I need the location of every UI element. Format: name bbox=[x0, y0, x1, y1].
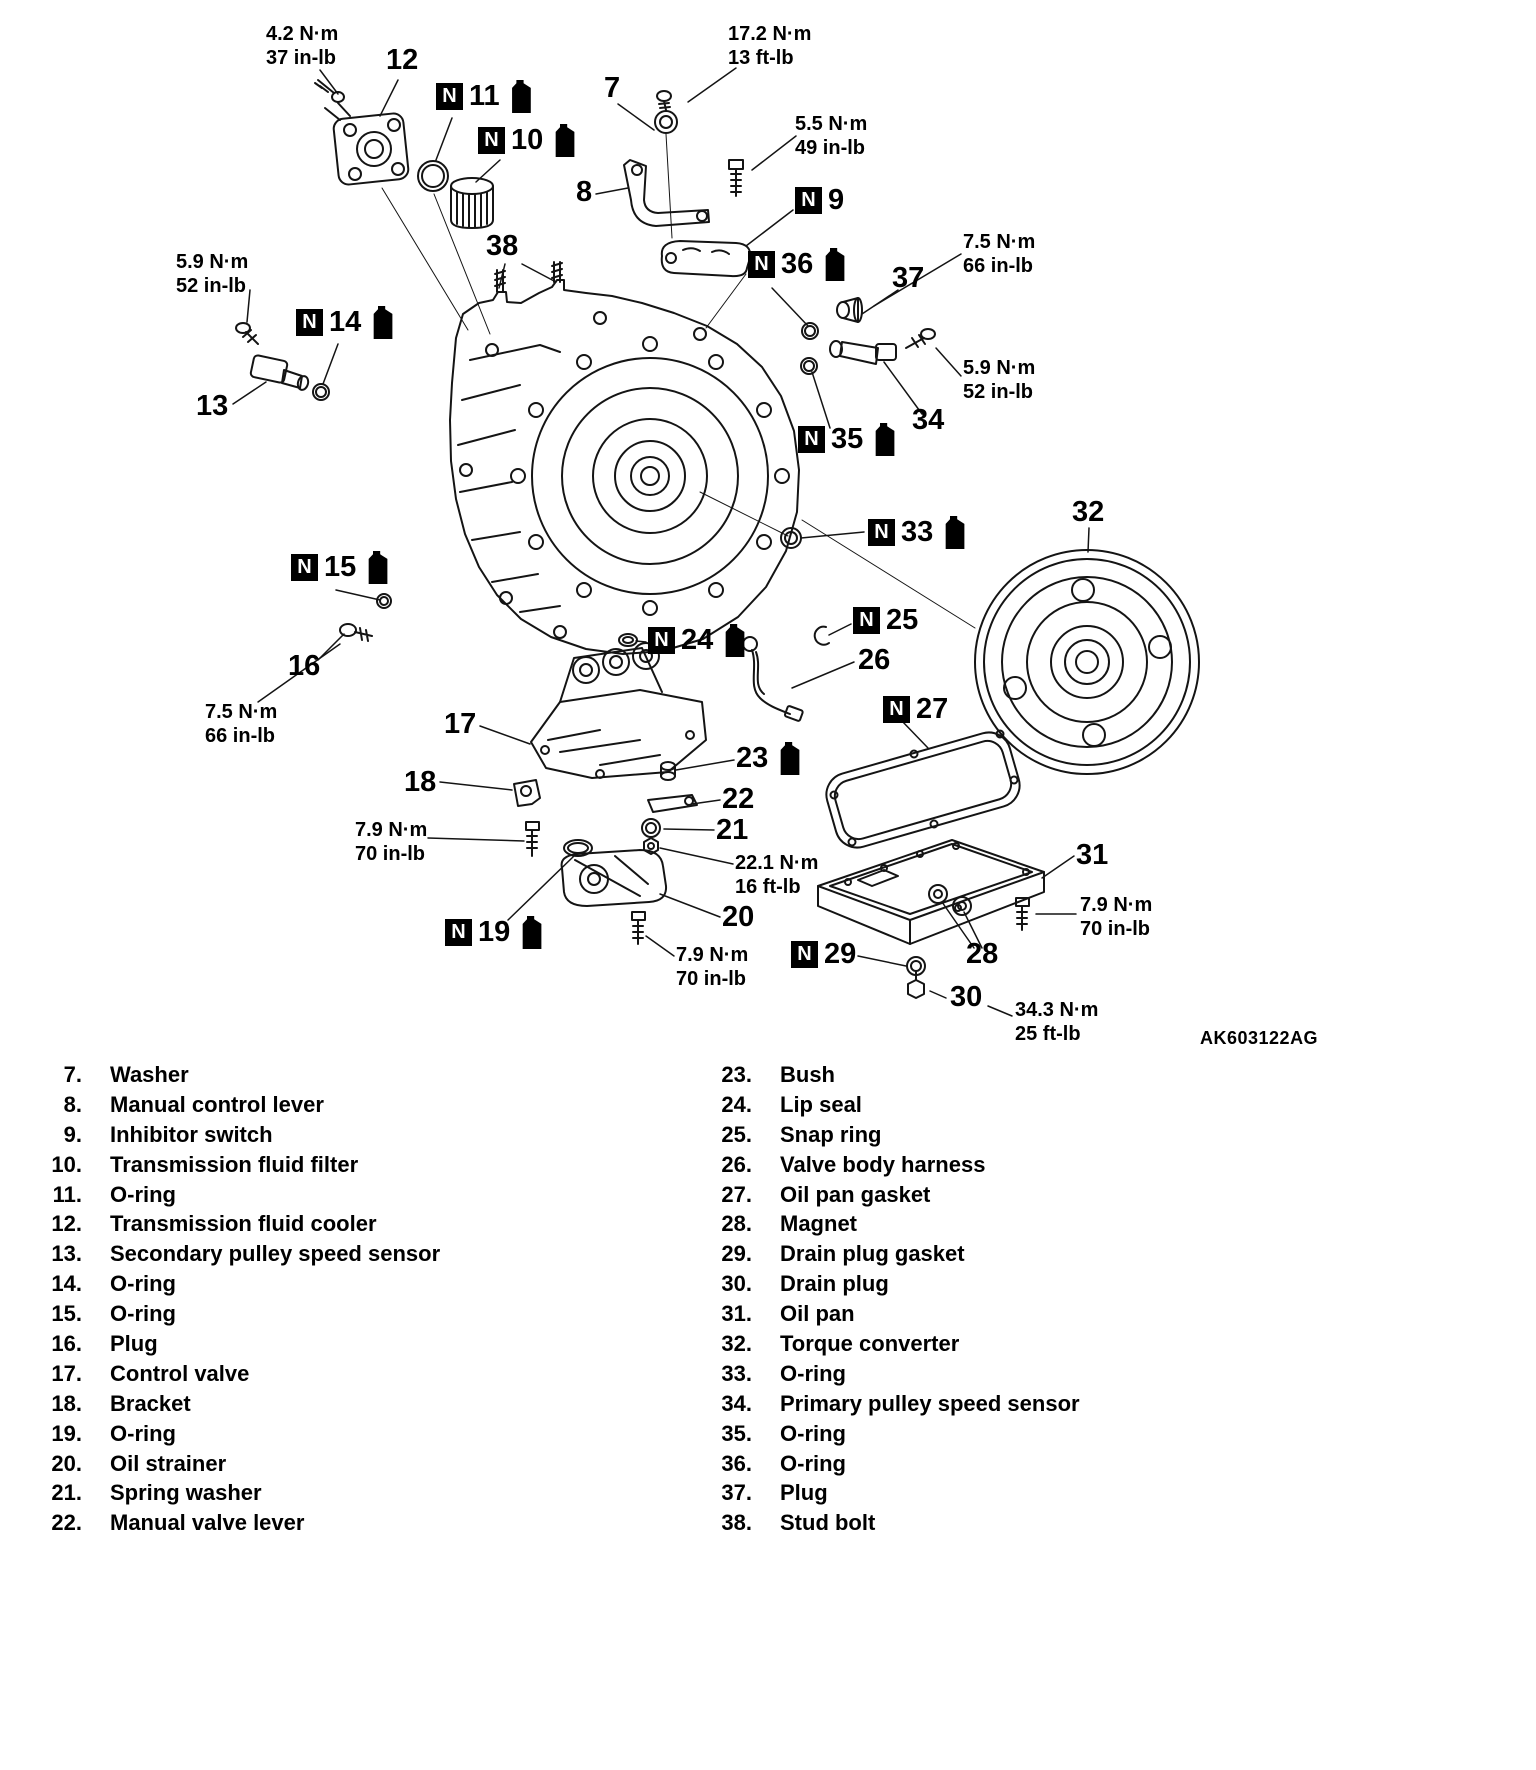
legend-item-number: 14. bbox=[51, 1271, 82, 1297]
legend-item-number: 18. bbox=[51, 1390, 82, 1416]
valve-body-harness bbox=[743, 637, 803, 721]
n-symbol-box: N bbox=[883, 696, 910, 723]
callout-number-11: 11 bbox=[469, 80, 500, 112]
legend-item bbox=[30, 1451, 440, 1481]
torque-nm: 7.5 N·m bbox=[963, 231, 1036, 253]
legend-item bbox=[700, 1361, 1080, 1391]
n-symbol-box: N bbox=[868, 519, 895, 546]
legend-item bbox=[700, 1152, 1080, 1182]
grease-bottle-icon bbox=[778, 742, 802, 775]
torque-nm: 4.2 N·m bbox=[266, 23, 339, 45]
transmission-case bbox=[450, 280, 799, 654]
legend-item bbox=[700, 1451, 1080, 1481]
callout-38: 38 bbox=[486, 230, 519, 262]
callout-number-14: 14 bbox=[329, 306, 362, 338]
legend-item-number: 7. bbox=[63, 1062, 82, 1087]
legend-item-number: 13. bbox=[51, 1241, 82, 1267]
legend-item bbox=[700, 1510, 1080, 1540]
legend-item-number: 25. bbox=[721, 1121, 752, 1147]
drain-plug-30 bbox=[908, 972, 924, 998]
sensor-bolt-left bbox=[236, 323, 258, 344]
legend-item-label: O-ring bbox=[780, 1360, 846, 1386]
legend-item-label: Valve body harness bbox=[780, 1151, 986, 1177]
legend-item bbox=[700, 1241, 1080, 1271]
callout-31: 31 bbox=[1076, 839, 1109, 871]
legend-item bbox=[30, 1361, 440, 1391]
callout-number-25: 25 bbox=[886, 604, 919, 636]
lip-seal-24 bbox=[619, 634, 637, 646]
legend-item bbox=[700, 1092, 1080, 1122]
o-ring-11 bbox=[418, 161, 448, 191]
torque-alt: 70 in-lb bbox=[676, 968, 747, 990]
torque-nm: 34.3 N·m bbox=[1015, 999, 1099, 1021]
legend-column-left bbox=[30, 1062, 440, 1540]
legend-item bbox=[30, 1152, 440, 1182]
o-ring-15 bbox=[377, 594, 391, 608]
callout-number-23: 23 bbox=[736, 742, 769, 774]
legend-item-label: Drain plug bbox=[780, 1271, 889, 1297]
n-symbol-box: N bbox=[853, 607, 880, 634]
legend-item-number: 12. bbox=[51, 1211, 82, 1237]
legend-item bbox=[30, 1331, 440, 1361]
torque-nm: 5.9 N·m bbox=[963, 357, 1036, 379]
callout-26: 26 bbox=[858, 644, 891, 676]
legend-item-number: 29. bbox=[721, 1241, 752, 1267]
callout-34: 34 bbox=[912, 404, 945, 436]
legend-item bbox=[700, 1331, 1080, 1361]
n-mark-15 bbox=[291, 551, 390, 584]
washer-7 bbox=[655, 111, 677, 133]
legend-item-number: 31. bbox=[721, 1301, 752, 1327]
n-mark-14 bbox=[296, 306, 395, 339]
manual-valve-lever bbox=[648, 795, 697, 812]
callout-28: 28 bbox=[966, 938, 999, 970]
oil-strainer bbox=[562, 850, 666, 906]
callout-number-33: 33 bbox=[901, 516, 934, 548]
bracket-bolt bbox=[526, 822, 539, 856]
legend-item bbox=[30, 1271, 440, 1301]
legend-item-label: Transmission fluid cooler bbox=[110, 1211, 377, 1237]
grease-bottle-icon bbox=[520, 916, 544, 949]
torque-alt: 70 in-lb bbox=[1080, 918, 1151, 940]
legend-item bbox=[30, 1241, 440, 1271]
legend-item-label: O-ring bbox=[110, 1301, 176, 1327]
legend-item bbox=[700, 1391, 1080, 1421]
callout-7: 7 bbox=[604, 72, 621, 104]
torque-nm: 22.1 N·m bbox=[735, 852, 819, 874]
legend-item bbox=[700, 1062, 1080, 1092]
torque-nm: 5.5 N·m bbox=[795, 113, 868, 135]
legend-item-label: Control valve bbox=[110, 1360, 250, 1386]
callout-13: 13 bbox=[196, 390, 229, 422]
legend-item bbox=[30, 1122, 440, 1152]
torque-alt: 70 in-lb bbox=[355, 843, 426, 865]
torque-label-22-1nm bbox=[735, 851, 818, 899]
callout-number-27: 27 bbox=[916, 693, 949, 725]
callout-17: 17 bbox=[444, 708, 477, 740]
legend-item-number: 9. bbox=[63, 1121, 82, 1147]
grease-bottle-icon bbox=[553, 124, 577, 157]
torque-label-7-9nm-bottom bbox=[676, 943, 748, 991]
legend-item bbox=[30, 1480, 440, 1510]
legend-item-label: Spring washer bbox=[110, 1480, 262, 1506]
torque-nm: 7.9 N·m bbox=[676, 944, 749, 966]
lever-mount-bolt bbox=[729, 160, 743, 196]
n-mark-33 bbox=[868, 516, 967, 549]
n-symbol-box: N bbox=[798, 426, 825, 453]
n-mark-11 bbox=[436, 80, 534, 113]
transmission-fluid-filter bbox=[451, 178, 493, 228]
torque-alt: 52 in-lb bbox=[963, 381, 1034, 403]
snap-ring-25 bbox=[815, 627, 829, 645]
legend-item-number: 21. bbox=[51, 1480, 82, 1506]
legend-item bbox=[30, 1510, 440, 1540]
legend-item-number: 32. bbox=[721, 1331, 752, 1357]
legend-item-number: 34. bbox=[721, 1390, 752, 1416]
legend-item bbox=[30, 1211, 440, 1241]
spring-washer-21 bbox=[642, 819, 660, 837]
n-symbol-box: N bbox=[296, 309, 323, 336]
plug-16 bbox=[340, 624, 372, 641]
torque-nm: 5.9 N·m bbox=[176, 251, 249, 273]
washer-bolt bbox=[657, 91, 671, 110]
torque-alt: 52 in-lb bbox=[176, 275, 247, 297]
legend-item-label: Manual control lever bbox=[110, 1091, 324, 1117]
n-symbol-box: N bbox=[648, 627, 675, 654]
n-symbol-box: N bbox=[445, 919, 472, 946]
n-mark-19 bbox=[445, 916, 544, 949]
legend-item-number: 36. bbox=[721, 1450, 752, 1476]
torque-label-7-9nm-right bbox=[1080, 893, 1152, 941]
o-ring-14 bbox=[313, 384, 329, 400]
grease-bottle-icon bbox=[873, 423, 897, 456]
torque-alt: 66 in-lb bbox=[963, 255, 1034, 277]
grease-bottle-icon bbox=[366, 551, 390, 584]
legend-item-label: Bush bbox=[780, 1062, 835, 1087]
torque-label-7-9nm-left bbox=[355, 818, 427, 866]
grease-bottle-icon bbox=[823, 248, 847, 281]
torque-nm: 7.9 N·m bbox=[1080, 894, 1153, 916]
n-symbol-box: N bbox=[748, 251, 775, 278]
legend-item-number: 8. bbox=[63, 1091, 82, 1117]
grease-bottle-icon bbox=[723, 624, 747, 657]
grease-bottle-icon bbox=[371, 306, 395, 339]
torque-alt: 13 ft-lb bbox=[728, 47, 794, 69]
legend-item-label: Oil pan bbox=[780, 1301, 855, 1327]
legend-item-number: 28. bbox=[721, 1211, 752, 1237]
legend-item-label: Oil strainer bbox=[110, 1450, 227, 1476]
callout-number-36: 36 bbox=[781, 248, 814, 280]
n-mark-10 bbox=[478, 124, 577, 157]
torque-alt: 66 in-lb bbox=[205, 725, 276, 747]
figure-reference-code: AK603122AG bbox=[1200, 1028, 1319, 1048]
n-mark-9 bbox=[795, 186, 844, 215]
legend-item bbox=[700, 1301, 1080, 1331]
inhibitor-switch bbox=[662, 241, 750, 276]
n-mark-36 bbox=[748, 248, 847, 281]
plug-37 bbox=[837, 298, 862, 322]
legend-item-label: Snap ring bbox=[780, 1121, 882, 1147]
legend-item-label: Primary pulley speed sensor bbox=[780, 1390, 1080, 1416]
callout-8: 8 bbox=[576, 176, 593, 208]
n-mark-24 bbox=[648, 624, 747, 657]
callout-number-29: 29 bbox=[824, 938, 857, 970]
torque-alt: 25 ft-lb bbox=[1015, 1023, 1081, 1045]
legend-item-label: Plug bbox=[780, 1480, 828, 1506]
callout-number-35: 35 bbox=[831, 423, 864, 455]
legend-item bbox=[700, 1122, 1080, 1152]
callout-30: 30 bbox=[950, 981, 983, 1013]
legend-item-label: Washer bbox=[110, 1062, 189, 1087]
legend-item bbox=[700, 1211, 1080, 1241]
torque-alt: 49 in-lb bbox=[795, 137, 866, 159]
control-valve-body bbox=[531, 643, 706, 778]
legend-item-label: Lip seal bbox=[780, 1091, 862, 1117]
legend-item-number: 35. bbox=[721, 1420, 752, 1446]
legend-item bbox=[30, 1301, 440, 1331]
callout-number-9: 9 bbox=[828, 184, 845, 216]
n-mark-29 bbox=[791, 940, 856, 969]
torque-label-5-9nm-right bbox=[963, 356, 1035, 404]
legend-item-label: Secondary pulley speed sensor bbox=[110, 1241, 441, 1267]
n-mark-35 bbox=[798, 423, 897, 456]
legend-item-label: O-ring bbox=[780, 1450, 846, 1476]
callout-22: 22 bbox=[722, 783, 755, 815]
legend-item-label: Stud bolt bbox=[780, 1510, 876, 1536]
legend-item-label: O-ring bbox=[780, 1420, 846, 1446]
torque-alt: 37 in-lb bbox=[266, 47, 337, 69]
legend-item-label: O-ring bbox=[110, 1181, 176, 1207]
legend-item-number: 24. bbox=[721, 1091, 752, 1117]
callout-number-19: 19 bbox=[478, 916, 511, 948]
legend-item-label: Torque converter bbox=[780, 1331, 960, 1357]
torque-nm: 7.5 N·m bbox=[205, 701, 278, 723]
bracket-18 bbox=[514, 780, 540, 806]
legend-item-label: O-ring bbox=[110, 1420, 176, 1446]
legend-item-label: Oil pan gasket bbox=[780, 1181, 931, 1207]
legend-item-number: 10. bbox=[51, 1151, 82, 1177]
o-ring-35 bbox=[801, 358, 817, 374]
legend-item-label: Magnet bbox=[780, 1211, 857, 1237]
legend-item-number: 33. bbox=[721, 1360, 752, 1386]
legend-item bbox=[700, 1480, 1080, 1510]
legend-item-number: 26. bbox=[721, 1151, 752, 1177]
mark-23 bbox=[736, 742, 802, 775]
torque-nm: 7.9 N·m bbox=[355, 819, 428, 841]
oil-pan bbox=[818, 840, 1044, 944]
strainer-bolt bbox=[632, 912, 645, 944]
n-symbol-box: N bbox=[791, 941, 818, 968]
callout-32: 32 bbox=[1072, 496, 1105, 528]
parts-legend bbox=[0, 1062, 1536, 1552]
n-mark-25 bbox=[853, 606, 918, 635]
callout-20: 20 bbox=[722, 901, 755, 933]
legend-item-number: 19. bbox=[51, 1420, 82, 1446]
o-ring-36 bbox=[802, 323, 818, 339]
legend-item-number: 17. bbox=[51, 1360, 82, 1386]
legend-item bbox=[30, 1062, 440, 1092]
legend-item-number: 20. bbox=[51, 1450, 82, 1476]
bush-23 bbox=[661, 762, 675, 780]
torque-converter bbox=[975, 550, 1199, 774]
torque-nm: 17.2 N·m bbox=[728, 23, 812, 45]
grease-bottle-icon bbox=[510, 80, 534, 113]
legend-item-number: 37. bbox=[721, 1480, 752, 1506]
legend-item-number: 30. bbox=[721, 1271, 752, 1297]
legend-item-number: 27. bbox=[721, 1181, 752, 1207]
legend-item-label: Manual valve lever bbox=[110, 1510, 305, 1536]
legend-item bbox=[30, 1421, 440, 1451]
primary-pulley-speed-sensor bbox=[830, 341, 896, 364]
legend-item-number: 16. bbox=[51, 1331, 82, 1357]
secondary-pulley-speed-sensor bbox=[250, 355, 310, 391]
legend-item-number: 23. bbox=[721, 1062, 752, 1087]
torque-label-5-9nm-left bbox=[176, 250, 248, 298]
legend-item bbox=[700, 1421, 1080, 1451]
callout-21: 21 bbox=[716, 814, 749, 846]
legend-item-number: 11. bbox=[52, 1181, 82, 1207]
legend-item-number: 22. bbox=[51, 1510, 82, 1536]
legend-item-label: O-ring bbox=[110, 1271, 176, 1297]
n-symbol-box: N bbox=[291, 554, 318, 581]
callout-12: 12 bbox=[386, 44, 419, 76]
callout-number-10: 10 bbox=[511, 124, 544, 156]
torque-label-17-2nm bbox=[728, 22, 811, 70]
legend-item-number: 38. bbox=[721, 1510, 752, 1536]
sensor-bolt-right bbox=[906, 329, 935, 348]
torque-label-4-2nm bbox=[266, 22, 338, 70]
legend-item bbox=[30, 1391, 440, 1421]
n-symbol-box: N bbox=[436, 83, 463, 110]
legend-item-label: Bracket bbox=[110, 1390, 191, 1416]
legend-item bbox=[700, 1182, 1080, 1212]
legend-item-label: Plug bbox=[110, 1331, 158, 1357]
callout-number-24: 24 bbox=[681, 624, 714, 656]
n-mark-27 bbox=[883, 695, 948, 724]
torque-alt: 16 ft-lb bbox=[735, 876, 801, 898]
legend-item bbox=[30, 1092, 440, 1122]
transmission-fluid-cooler bbox=[325, 103, 409, 185]
callout-18: 18 bbox=[404, 766, 437, 798]
n-symbol-box: N bbox=[478, 127, 505, 154]
legend-item-label: Drain plug gasket bbox=[780, 1241, 965, 1267]
n-symbol-box: N bbox=[795, 187, 822, 214]
torque-label-34-3nm bbox=[1015, 998, 1098, 1046]
legend-item bbox=[700, 1271, 1080, 1301]
torque-label-7-5nm-top bbox=[963, 230, 1035, 278]
oil-pan-gasket bbox=[821, 727, 1025, 852]
o-ring-33 bbox=[781, 528, 801, 548]
torque-label-5-5nm bbox=[795, 112, 867, 160]
legend-item-number: 15. bbox=[51, 1301, 82, 1327]
legend-item-label: Inhibitor switch bbox=[110, 1121, 273, 1147]
manual-control-lever bbox=[624, 160, 709, 226]
legend-column-right bbox=[700, 1062, 1080, 1540]
torque-label-7-5nm-left bbox=[205, 700, 277, 748]
grease-bottle-icon bbox=[943, 516, 967, 549]
legend-item-label: Transmission fluid filter bbox=[110, 1151, 359, 1177]
callout-16: 16 bbox=[288, 650, 321, 682]
callout-37: 37 bbox=[892, 262, 925, 294]
legend-item bbox=[30, 1182, 440, 1212]
callout-number-15: 15 bbox=[324, 551, 357, 583]
